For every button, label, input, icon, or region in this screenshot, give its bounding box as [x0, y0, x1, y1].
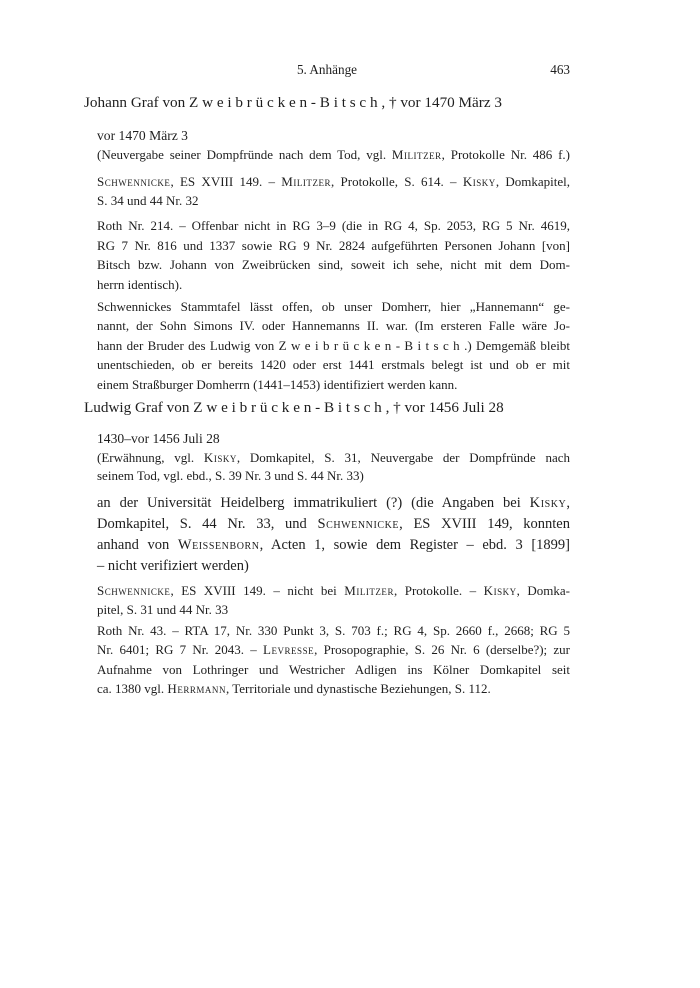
text-line: Bitsch bzw. Johann von Zweibrücken sind, soweit ich sehe, nicht mit dem Dom- — [97, 257, 570, 273]
text-line: (Erwähnung, vgl. Kisky, Domkapitel, S. 31, Neuvergabe der Dompfründe nach — [97, 450, 570, 465]
text-line: Schwennicke, ES XVIII 149. – nicht bei Militzer, Protokolle. – Kisky, Domka- — [97, 583, 571, 598]
ludwig-citation — [97, 581, 570, 619]
text-line: RG 7 Nr. 816 und 1337 sowie RG 9 Nr. 2824 aufgeführten Personen Johann [von] — [97, 237, 570, 253]
tenure-date: vor 1470 März 3 — [97, 128, 188, 143]
text-line: Roth Nr. 214. – Offenbar nicht in RG 3–9 (die in RG 4, Sp. 2053, RG 5 Nr. 4619, — [97, 218, 570, 233]
text-line: (Neuvergabe seiner Dompfründe nach dem Tod, vgl. Militzer, Protokolle Nr. 486 f.) — [97, 147, 570, 162]
text-line: Schwennickes Stammtafel lässt offen, ob unser Domherr, hier „Hannemann“ ge- — [97, 299, 570, 314]
text-line: Roth Nr. 43. – RTA 17, Nr. 330 Punkt 3, S. 703 f.; RG 4, Sp. 2660 f., 2668; RG 5 — [97, 623, 570, 638]
entry-heading-ludwig: Ludwig Graf von Z w e i b r ü c k e n - B i t s c h , † vor 1456 Juli 28 — [84, 399, 504, 416]
text-line: Schwennicke, ES XVIII 149. – Militzer, Protokolle, S. 614. – Kisky, Domkapitel, — [97, 174, 570, 189]
text-line: – nicht verifiziert werden) — [97, 558, 249, 574]
text-line: Aufnahme von Lothringer und Westricher Adligen ins Kölner Domkapitel seit — [97, 661, 570, 677]
page-number: 463 — [550, 62, 570, 77]
text-line: Nr. 6401; RG 7 Nr. 2043. – Levresse, Prosopographie, S. 26 Nr. 6 (derselbe?); zur — [97, 642, 570, 658]
section-title: 5. Anhänge — [296, 62, 358, 77]
text-line: seinem Tod, vgl. ebd., S. 39 Nr. 3 und S. 44 Nr. 33) — [97, 467, 364, 483]
running-head — [84, 62, 570, 77]
ludwig-date-note — [97, 429, 570, 484]
johann-commentary — [97, 297, 570, 394]
johann-roth-paragraph — [97, 216, 570, 294]
text-line: einem Straßburger Domherrn (1441–1453) identifiziert werden kann. — [97, 376, 458, 392]
ludwig-roth-paragraph — [97, 621, 570, 699]
entry-heading-johann: Johann Graf von Z w e i b r ü c k e n - B i t s c h , † vor 1470 März 3 — [84, 94, 502, 111]
text-line: hann der Bruder des Ludwig von Z w e i b r ü c k e n - B i t s c h .) Demgemäß bleibt — [97, 337, 570, 353]
text-line: anhand von Weissenborn, Acten 1, sowie dem Register – ebd. 3 [1899] — [97, 537, 571, 553]
text-line: pitel, S. 31 und 44 Nr. 33 — [97, 602, 229, 617]
johann-date-note — [97, 126, 570, 164]
text-line: Domkapitel, S. 44 Nr. 33, und Schwennicke, ES XVIII 149, konnten — [97, 516, 570, 532]
tenure-date: 1430–vor 1456 Juli 28 — [97, 431, 220, 446]
text-line: an der Universität Heidelberg immatrikuliert (?) (die Angaben bei Kisky, — [97, 495, 570, 511]
text-line: herrn identisch). — [97, 276, 183, 292]
text-line: unentschieden, ob er bereits 1420 oder erst 1441 erstmals belegt ist und ob er mit — [97, 357, 570, 373]
ludwig-university-paragraph — [97, 493, 570, 577]
text-line: S. 34 und 44 Nr. 32 — [97, 193, 199, 208]
text-line: ca. 1380 vgl. Herrmann, Territoriale und dynastische Beziehungen, S. 112. — [97, 681, 491, 697]
johann-citation — [97, 172, 570, 210]
text-line: nannt, der Sohn Simons IV. oder Hannemanns II. war. (Im ersteren Falle wäre Jo- — [97, 318, 570, 334]
